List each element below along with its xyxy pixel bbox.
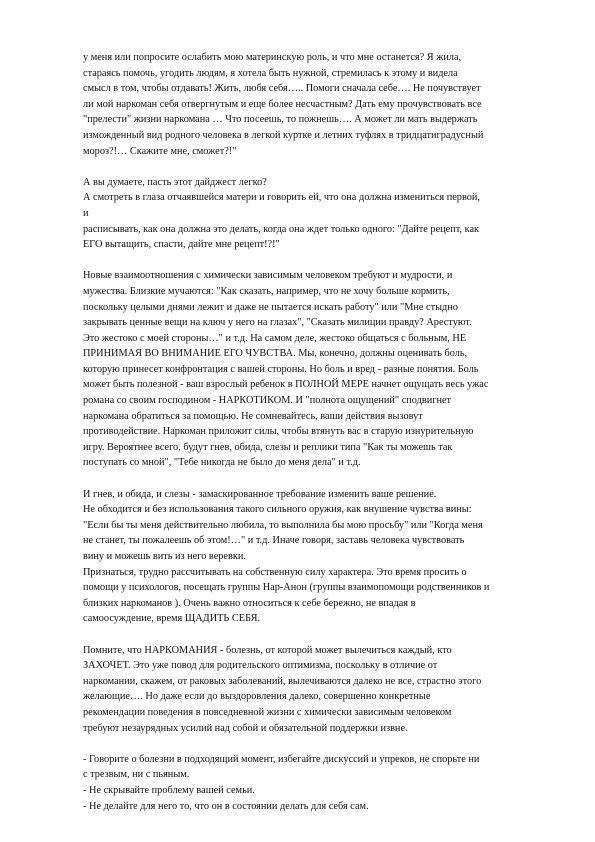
text-line: с трезвым, ни с пьяным. [83,769,190,781]
text-line: стараясь помочь, угодить людям, я хотела быть нужной, стремилась к этому и видела [83,67,458,79]
text-line: "Если бы ты меня действительно любила, то выполнила бы мою просьбу" или "Когда меня [83,519,483,531]
text-line: вину и можешь вить из него веревки. [83,551,246,562]
text-line: романа со своим господином - НАРКОТИКОМ. И "полнота ощущений" сподвигнет [83,395,452,407]
text-line: А вы думаете, пасть этот дайджест легко? [83,176,267,188]
text-line: ЗАХОЧЕТ. Это уже повод для родительского оптимизма, поскольку в отличие от [83,660,438,672]
paragraph [83,643,528,737]
text-line: А смотреть в глаза отчаявшейся матери и говорить ей, что она должна измениться первой, [83,192,480,204]
text-line: ЕГО вытащить, спасти, дайте мне рецепт!?!" [83,239,280,251]
text-line: - Говорите о болезни в подходящий момент, избегайте дискуссий и упреков, не спорьте ни [83,753,480,765]
text-line: Новые взаимоотношения с химически зависимым человеком требуют и мудрости, и [83,270,453,282]
text-line: самоосуждение, время ЩАДИТЬ СЕБЯ. [83,613,261,625]
text-line: игру. Вероятнее всего, будут гнев, обида, слезы и реплики типа "Как ты можешь так [83,441,453,453]
text-line: ПРИНИМАЯ ВО ВНИМАНИЕ ЕГО ЧУВСТВА. Мы, конечно, должны оценивать боль, [83,348,468,360]
text-line: наркомании, скажем, от раковых заболеваний, вылечиваются далеко не все, страстно этого [83,675,482,687]
paragraph [83,268,528,471]
text-line: желающие…. Но даже если до выздоровления далеко, совершенно конкретные [83,691,431,703]
text-line: близких наркоманов ). Очень важно относиться к себе бережно, не впадая в [83,597,416,609]
text-line: И гнев, и обида, и слезы - замаскированное требование изменить ваше решение. [83,488,437,500]
text-line: и [83,207,89,219]
text-line: Признаться, трудно рассчитывать на собственную силу характера. Это время просить о [83,566,467,578]
text-line: расписывать, как она должна это делать, когда она ждет только одного: "Дайте рецепт, как [83,223,480,235]
text-line: Не обходится и без использования такого сильного оружия, как внушение чувства вины: [83,504,472,516]
text-line: изможденный вид родного человека в легкой куртке и летних туфлях в тридцатиградусный [83,129,484,141]
text-line: смысл в том, чтобы отдавать! Жить, любя себя….. Помоги сначала себе…. Не почувствует [83,83,481,95]
text-line: поскольку целыми днями лежит и даже не пытается искать работу" или "Мне стыдно [83,301,458,313]
text-line: Это жестоко с моей стороны…" и т.д. На самом деле, жестоко общаться с больным, НЕ [83,332,467,344]
text-line: помощи у психологов, посещать группы Нар-Анон (группы взаимопомощи родственников и [83,582,490,594]
paragraph [83,50,528,159]
text-line: противодействие. Наркоман приложит силы, чтобы втянуть вас в старую изнурительную [83,426,474,438]
text-line: у меня или попросите ослабить мою материнскую роль, и что мне останется? Я жила, [83,52,462,63]
text-line: мужества. Близкие мучаются: "Как сказать, например, что не хочу больше кормить, [83,285,450,297]
text-line: - Не делайте для него то, что он в состоянии делать для себя сам. [83,800,369,812]
text-line: закрывать ценные вещи на ключ у него на глазах", "Сказать милиции правду? Арестуют. [83,317,472,329]
text-line: Помните, что НАРКОМАНИЯ - болезнь, от которой может вылечиться каждый, кто [83,644,452,656]
paragraph [83,487,528,627]
text-line: - Не скрывайте проблему вашей семьи. [83,784,255,796]
paragraph [83,752,528,814]
text-line: ли мой наркоман себя отвергнутым и еще более несчастным? Дать ему прочувствовать все [83,98,482,110]
paragraph [83,175,528,253]
text-line: наркомана обратиться за помощью. Не сомневайтесь, ваши действия вызовут [83,410,423,422]
text-line: может быть полезной - ваш взрослый ребенок в ПОЛНОЙ МЕРЕ начнет ощущать весь ужас [83,379,489,391]
text-line: не станет, ты пожалеешь об этом!…" и т.д. Иначе говоря, заставь человека чувствовать [83,535,465,547]
text-line: "прелести" жизни наркомана … Что посеешь, то пожнешь…. А может ли мать выдержать [83,114,478,126]
text-line: мороз?!… Скажите мне, сможет?!" [83,145,237,157]
text-line: поступать со мной", "Тебе никогда не было до меня дела" и т.д. [83,457,361,469]
text-line: рекомендации поведения в повседневной жизни с химически зависимым человеком [83,706,452,718]
text-line: которую принесет конфронтация с вашей стороны. Но боль и вред - разные понятия. Боль [83,363,479,375]
document-body [83,50,528,830]
text-line: требуют незаурядных усилий над собой и обязательной поддержки извне. [83,722,408,734]
